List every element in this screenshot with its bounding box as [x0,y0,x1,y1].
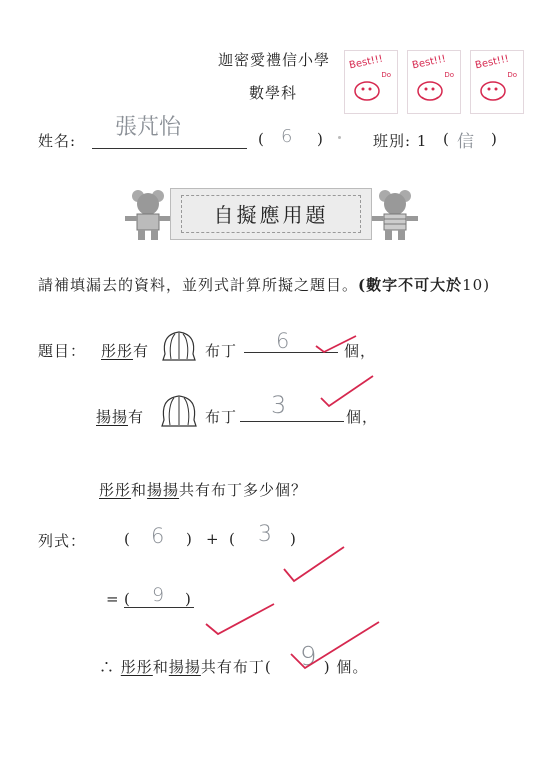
teddy-bear-right-icon [365,186,425,246]
question-sentence [99,479,307,500]
answer-tail: ) 個。 [323,658,369,676]
stamp-sub: Do [444,71,454,79]
stamp-text: Best!!! [348,53,384,72]
name-yangyang: 揚揚 [168,658,201,676]
name-tongtong: 彤彤 [101,342,134,360]
answer-value-1: 6 [276,329,290,353]
conj-and: 和 [152,658,169,676]
stamp-sub: Do [507,71,517,79]
instruction-bold: (數字不可大於 [358,276,463,294]
check-mark-icon [285,618,385,674]
instruction-main: 請補填漏去的資料，並列式計算所擬之題目。 [38,276,359,294]
verb-have: 有 [133,342,150,360]
paren-close-2: ) [290,530,297,548]
conj-and: 和 [131,481,148,499]
banner-title: 自擬應用題 [213,203,329,227]
answer-value: 9 [300,642,317,672]
stamp-text: Best!!! [474,53,510,72]
paren-close-3: ) [185,590,192,608]
class-value: 信 [457,132,474,152]
subject-name: 數學科 [249,84,298,102]
name-tongtong: 彤彤 [120,658,153,676]
working-value-1: 6 [151,524,165,548]
working-result: 9 [152,584,165,606]
instruction-text [38,274,490,295]
stamp-text: Best!!! [411,53,447,72]
reward-stamp [344,50,398,114]
answer-mid: 共有布丁( [200,658,272,676]
name-label: 姓名: [38,132,77,150]
paren-open-1: ( [124,530,131,548]
check-mark-icon [280,545,350,587]
class-label: 班別: 1 [373,132,428,150]
number-close-paren: ) [317,130,324,148]
plus-sign: + [206,530,220,548]
working-value-2: 3 [258,522,272,547]
name-yangyang: 揚揚 [147,481,180,499]
unit-text: 個， [344,342,377,360]
check-mark-icon [200,600,280,640]
item-pudding: 布丁 [205,342,238,360]
number-open-paren: ( [258,130,265,148]
therefore-symbol: ∴ [99,658,116,676]
equals-sign: = [106,590,120,608]
paren-close-1: ) [186,530,193,548]
verb-have: 有 [128,408,145,426]
bee-icon [471,51,523,113]
stamp-sub: Do [381,71,391,79]
class-open-paren: ( [443,130,450,148]
reward-stamp [470,50,524,114]
title-banner [170,188,372,240]
result-underline [124,607,194,608]
class-close-paren: ) [491,130,498,148]
paren-open-3: ( [124,590,131,608]
number-value: 6 [281,126,293,147]
question-line1-subject [101,340,149,361]
question-label: 題目： [38,342,87,360]
school-name: 迦密愛禮信小學 [218,51,331,69]
unit-text: 個， [346,408,379,426]
reward-stamp [407,50,461,114]
name-value: 張芃怡 [115,115,182,140]
working-label: 列式： [38,532,87,550]
bee-icon [408,51,460,113]
bee-icon [345,51,397,113]
name-line [92,148,247,149]
pencil-dot [338,136,341,139]
item-pudding: 布丁 [205,408,238,426]
pudding-icon [159,326,199,366]
name-tongtong: 彤彤 [99,481,132,499]
instruction-tail: 10) [462,276,491,294]
answer-line-2 [240,421,344,422]
name-yangyang: 揚揚 [96,408,129,426]
answer-value-2: 3 [271,391,287,419]
paren-open-2: ( [229,530,236,548]
question-tail: 共有布丁多少個？ [179,481,308,499]
question-line2-subject [96,406,144,427]
pudding-icon [158,390,200,432]
